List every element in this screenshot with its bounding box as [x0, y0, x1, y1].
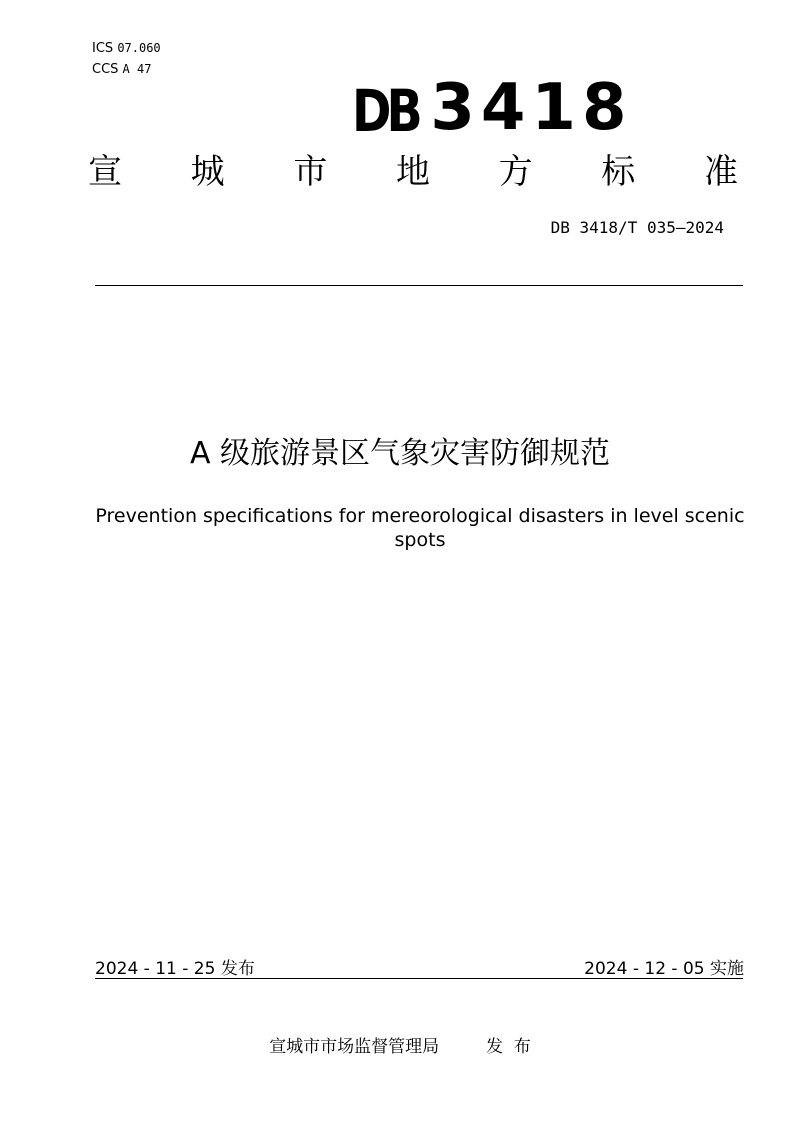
doc-type-char: 方 [498, 152, 533, 192]
standard-number: DB 3418/T 035—2024 [550, 218, 724, 237]
ccs-label: CCS [92, 62, 119, 77]
logo-prefix: DB [352, 77, 418, 145]
doc-type-char: 地 [395, 152, 430, 192]
logo-number: 3418 [430, 71, 633, 145]
publisher-action: 发 布 [486, 1037, 531, 1057]
title-chinese: A 级旅游景区气象灾害防御规范 [189, 436, 611, 471]
ics-line [92, 38, 161, 59]
doc-type-char: 市 [293, 152, 328, 192]
ccs-line [92, 59, 161, 80]
ccs-code: A 47 [122, 62, 152, 76]
classification-codes [92, 38, 161, 80]
doc-type-char: 标 [601, 152, 636, 192]
header-divider [95, 285, 743, 286]
doc-type-char: 宣 [88, 152, 122, 192]
title-english: Prevention specifications for mereorological disasters in level scenic spots [95, 505, 745, 551]
ics-code: 07.060 [117, 41, 161, 55]
ics-label: ICS [92, 41, 114, 56]
doc-type-char: 城 [190, 152, 225, 192]
publish-date: 2024 - 11 - 25 发布 [95, 959, 255, 979]
publisher-org: 宣城市市场监督管理局 [269, 1037, 440, 1057]
implement-date: 2024 - 12 - 05 实施 [584, 959, 744, 979]
document-type-heading [88, 150, 738, 194]
standard-logo [352, 60, 633, 145]
footer-divider [95, 978, 743, 979]
publisher-line [0, 1032, 800, 1057]
doc-type-char: 准 [703, 152, 738, 192]
